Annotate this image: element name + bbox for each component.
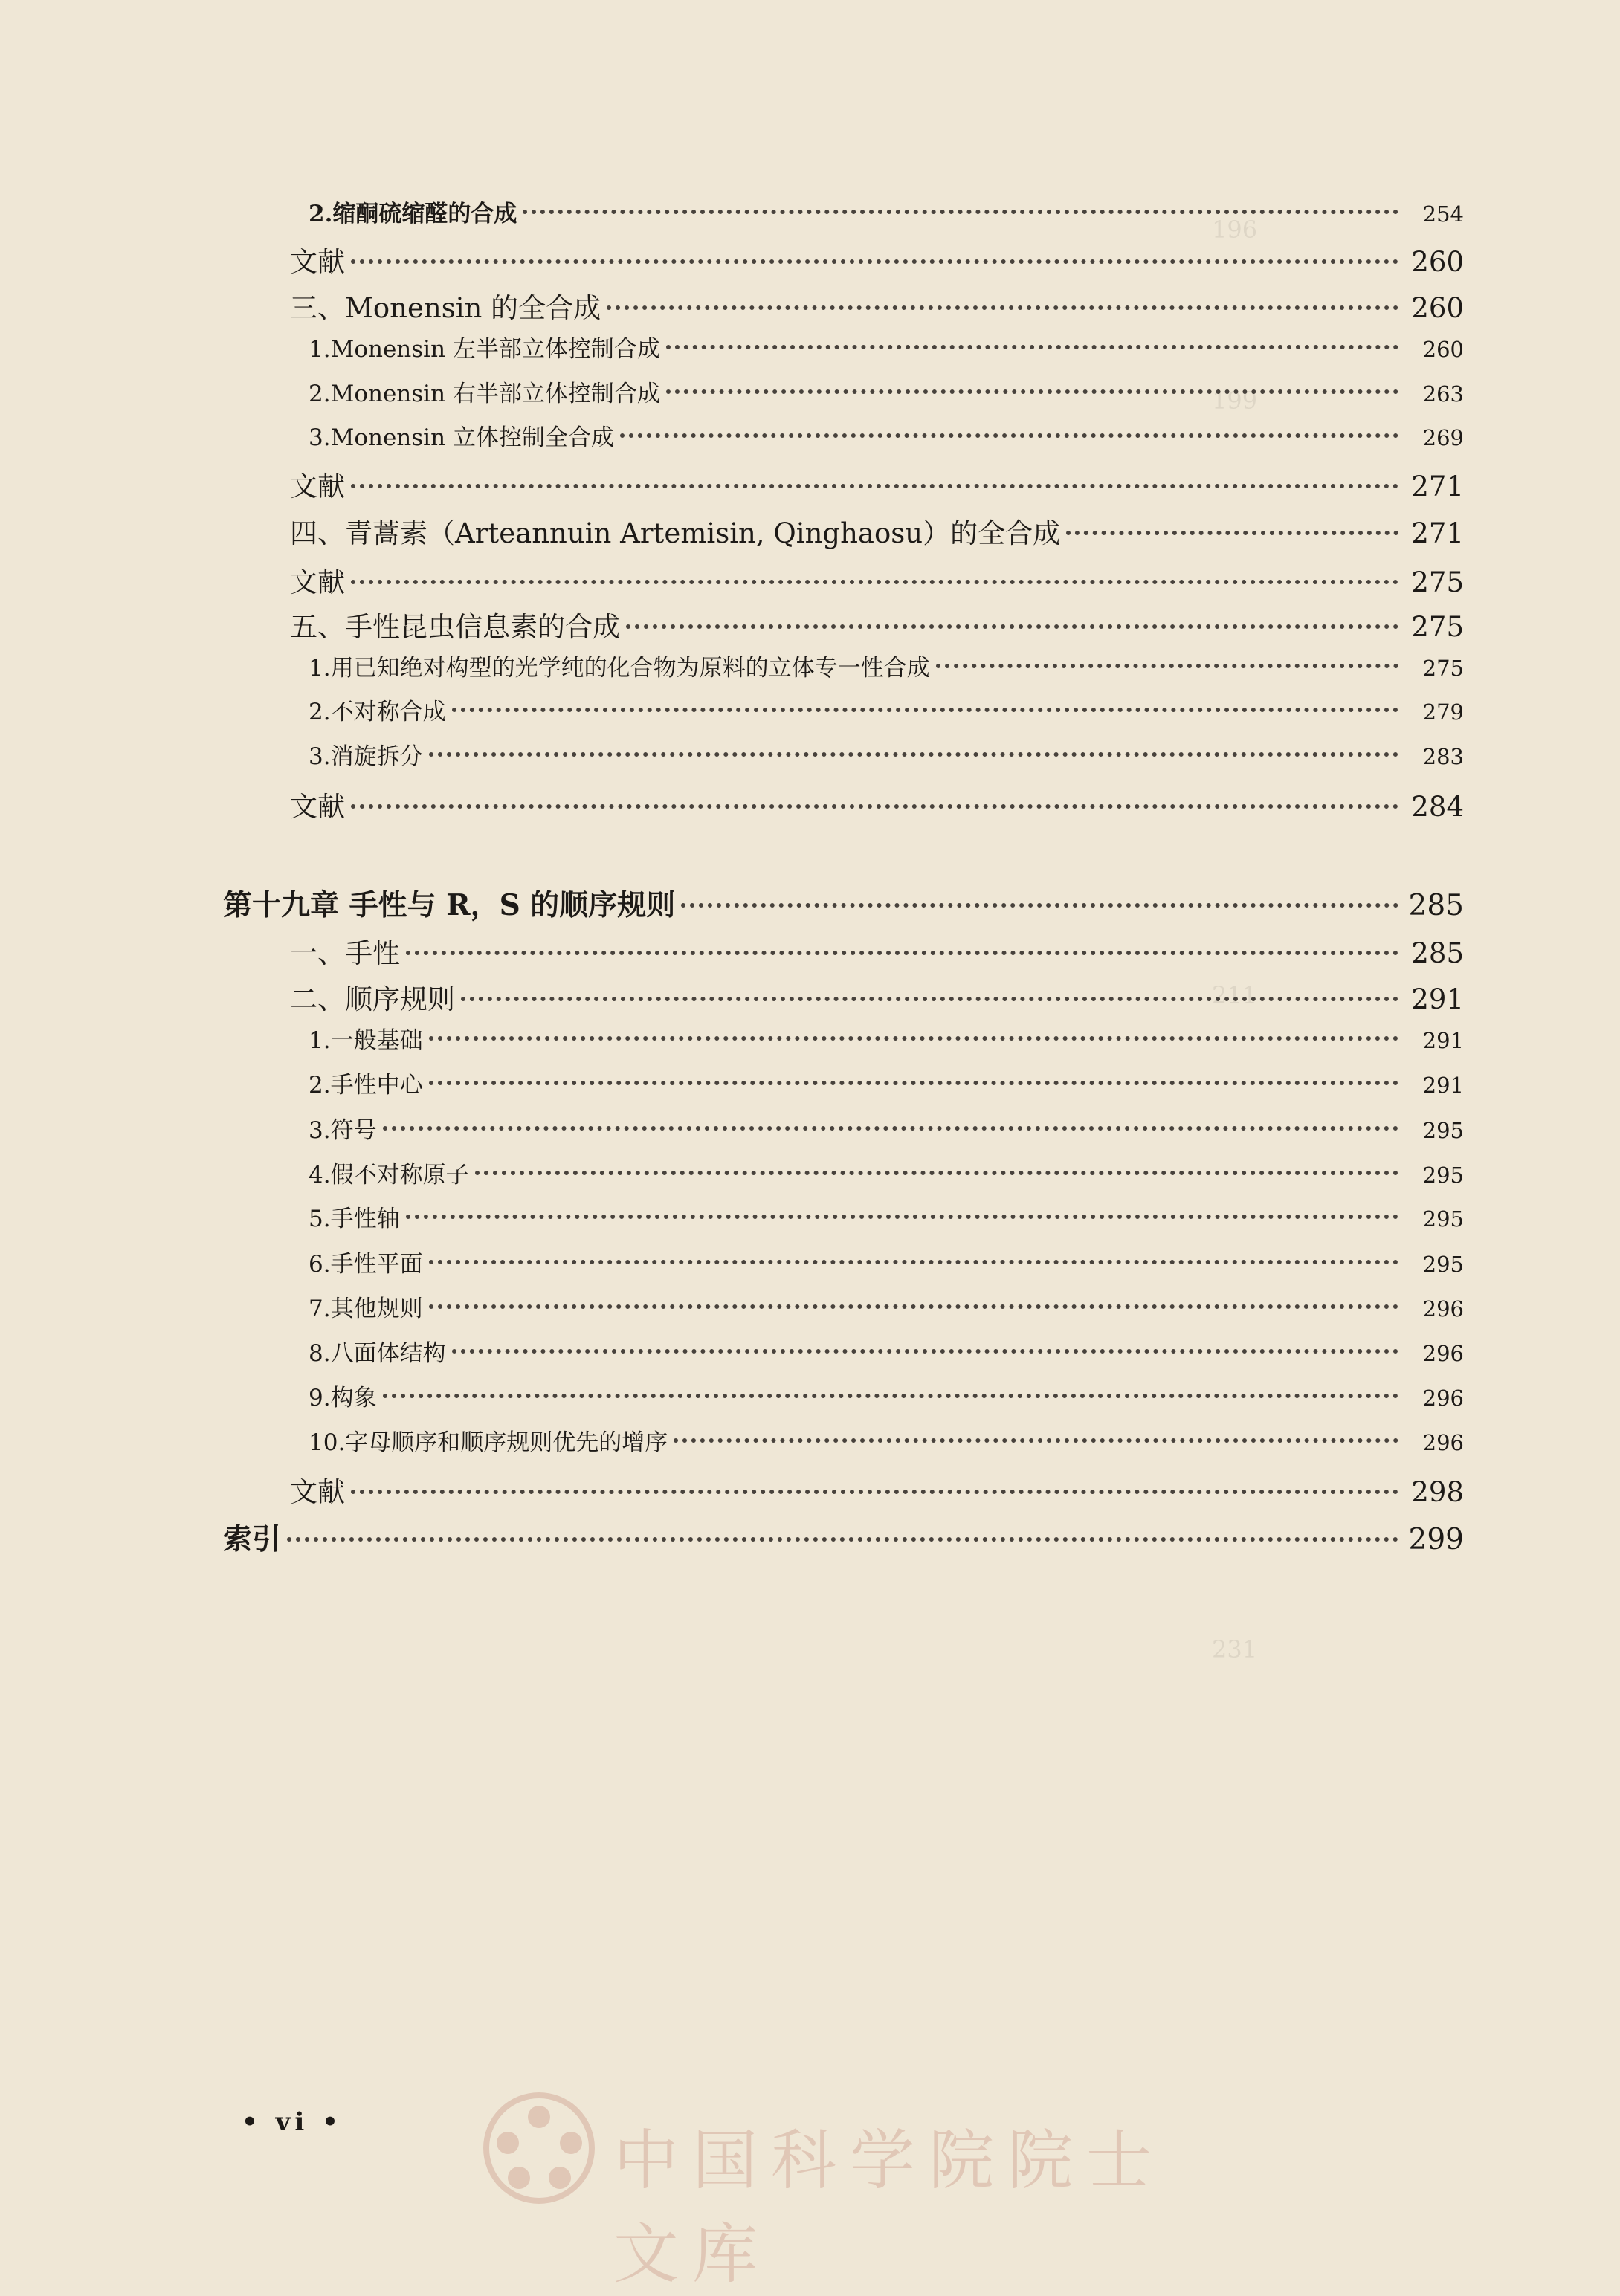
toc-entry-title: 5.手性轴	[309, 1206, 400, 1232]
toc-entry-page: 254	[1422, 201, 1464, 227]
dot-leader	[674, 1438, 1398, 1443]
dot-leader	[383, 1126, 1398, 1131]
toc-entry-page: 260	[1422, 337, 1464, 362]
toc-entry-title: 三、Monensin 的全合成	[290, 292, 601, 324]
toc-entry-title: 五、手性昆虫信息素的合成	[290, 611, 620, 643]
toc-entry-title: 2.缩酮硫缩醛的合成	[309, 201, 517, 227]
toc-entry-page: 271	[1411, 470, 1464, 502]
dot-leader	[429, 1036, 1398, 1041]
toc-entry	[309, 649, 1464, 682]
toc-entry-title: 一、手性	[290, 937, 400, 969]
toc-entry	[309, 1245, 1464, 1278]
dot-leader	[626, 624, 1398, 629]
toc-entry-title: 3.消旋拆分	[309, 743, 423, 770]
toc-entry	[290, 464, 1464, 504]
toc-entry-title: 10.字母顺序和顺序规则优先的增序	[309, 1429, 668, 1456]
toc-entry	[309, 1156, 1464, 1189]
toc-entry-title: 1.用已知绝对构型的光学纯的化合物为原料的立体专一性合成	[309, 655, 930, 682]
dot-leader	[351, 484, 1398, 488]
toc-entry-title: 7.其他规则	[309, 1296, 423, 1322]
toc-entry-page: 275	[1422, 656, 1464, 681]
toc-entry-title: 6.手性平面	[309, 1251, 423, 1278]
toc-entry	[309, 1111, 1464, 1145]
dot-leader	[351, 259, 1398, 264]
toc-entry-page: 295	[1422, 1118, 1464, 1143]
toc-entry	[309, 195, 1464, 228]
toc-entry-page: 296	[1422, 1296, 1464, 1322]
dot-leader	[406, 1215, 1398, 1219]
dot-leader	[351, 804, 1398, 809]
toc-entry-title: 2.不对称合成	[309, 699, 446, 725]
page-number-folio: • vi •	[242, 2107, 343, 2137]
toc-entry	[309, 1334, 1464, 1368]
dot-leader	[287, 1537, 1398, 1542]
toc-entry-title: 4.假不对称原子	[309, 1162, 469, 1189]
dot-leader	[429, 752, 1398, 757]
toc-entry	[309, 1066, 1464, 1099]
dot-leader	[429, 1081, 1398, 1085]
dot-leader	[475, 1171, 1398, 1175]
toc-entry-title: 二、顺序规则	[290, 983, 455, 1015]
toc-entry-page: 299	[1408, 1523, 1464, 1556]
academy-watermark	[476, 2092, 1175, 2292]
toc-entry-page: 285	[1408, 889, 1464, 922]
toc-entry-title: 9.构象	[309, 1385, 377, 1411]
toc-entry-title: 1.Monensin 左半部立体控制合成	[309, 336, 660, 363]
toc-entry-page: 285	[1411, 937, 1464, 969]
toc-entry-page: 296	[1422, 1341, 1464, 1366]
show-through-text: 211	[1212, 981, 1258, 1009]
show-through-text: 231	[1212, 1635, 1258, 1663]
toc-entry	[290, 604, 1464, 644]
toc-entry-page: 298	[1411, 1476, 1464, 1508]
toc-entry-title: 四、青蒿素（Arteannuin Artemisin, Qinghaosu）的全合成	[290, 517, 1061, 549]
toc-entry-page: 295	[1422, 1206, 1464, 1232]
dot-leader	[681, 903, 1398, 908]
toc-entry-page: 295	[1422, 1252, 1464, 1277]
toc-entry	[309, 1200, 1464, 1233]
toc-entry-page: 295	[1422, 1162, 1464, 1188]
toc-entry-page: 284	[1411, 791, 1464, 823]
toc-entry	[290, 239, 1464, 279]
dot-leader	[429, 1304, 1398, 1309]
toc-entry-title: 3.Monensin 立体控制全合成	[309, 424, 614, 451]
toc-entry-title: 3.符号	[309, 1117, 377, 1144]
toc-entry	[290, 977, 1464, 1017]
toc-entry-title: 2.手性中心	[309, 1072, 423, 1099]
toc-entry-title: 2.Monensin 右半部立体控制合成	[309, 381, 660, 407]
show-through-text: 199	[1212, 387, 1258, 415]
toc-entry	[309, 693, 1464, 726]
toc-entry	[290, 1469, 1464, 1510]
toc-entry	[309, 1423, 1464, 1457]
toc-entry	[223, 882, 1464, 924]
toc-entry-page: 291	[1422, 1073, 1464, 1098]
toc-entry-page: 283	[1422, 744, 1464, 769]
toc-entry	[309, 1021, 1464, 1055]
toc-entry	[290, 931, 1464, 971]
toc-entry-title: 第十九章 手性与 R，S 的顺序规则	[223, 888, 676, 922]
watermark-text: 中国科学院院士文库	[613, 2122, 1166, 2292]
dot-leader	[461, 997, 1398, 1001]
toc-entry-title: 文献	[290, 791, 345, 823]
toc-entry	[309, 375, 1464, 408]
toc-entry-title: 1.一般基础	[309, 1027, 423, 1054]
show-through-text: 196	[1212, 216, 1258, 244]
dot-leader	[1066, 531, 1398, 535]
dot-leader	[936, 664, 1398, 668]
toc-entry	[290, 784, 1464, 824]
toc-entry-page: 269	[1422, 425, 1464, 450]
toc-entry	[309, 418, 1464, 452]
toc-entry-page: 271	[1411, 517, 1464, 549]
seal-icon	[483, 2092, 595, 2204]
toc-entry-title: 文献	[290, 470, 345, 502]
toc-entry-title: 文献	[290, 246, 345, 278]
dot-leader	[383, 1394, 1398, 1398]
dot-leader	[351, 580, 1398, 584]
toc-entry-page: 260	[1411, 292, 1464, 324]
toc-entry	[290, 560, 1464, 600]
dot-leader	[406, 951, 1398, 955]
toc-entry-title: 索引	[223, 1522, 282, 1556]
dot-leader	[523, 210, 1398, 214]
dot-leader	[452, 1349, 1398, 1354]
toc-entry-title: 文献	[290, 566, 345, 598]
toc-entry-page: 279	[1422, 699, 1464, 725]
toc-entry-title: 8.八面体结构	[309, 1340, 446, 1367]
toc-entry	[309, 1290, 1464, 1323]
toc-entry-page: 275	[1411, 611, 1464, 643]
toc-entry-title: 文献	[290, 1476, 345, 1508]
dot-leader	[666, 345, 1398, 349]
toc-entry	[290, 511, 1464, 551]
toc-entry-page: 291	[1422, 1028, 1464, 1053]
dot-leader	[607, 305, 1398, 310]
dot-leader	[351, 1490, 1398, 1494]
toc-entry-page: 296	[1422, 1385, 1464, 1411]
toc-entry-page: 275	[1411, 566, 1464, 598]
toc-entry-page: 291	[1411, 983, 1464, 1015]
toc-entry	[309, 330, 1464, 363]
toc-entry	[223, 1516, 1464, 1558]
toc-entry	[309, 1379, 1464, 1412]
dot-leader	[452, 708, 1398, 712]
toc-entry	[309, 737, 1464, 771]
dot-leader	[666, 389, 1398, 394]
toc-entry-page: 263	[1422, 381, 1464, 407]
toc-entry	[290, 285, 1464, 326]
toc-entry-page: 260	[1411, 246, 1464, 278]
dot-leader	[429, 1260, 1398, 1264]
dot-leader	[620, 433, 1398, 438]
toc-entry-page: 296	[1422, 1430, 1464, 1455]
